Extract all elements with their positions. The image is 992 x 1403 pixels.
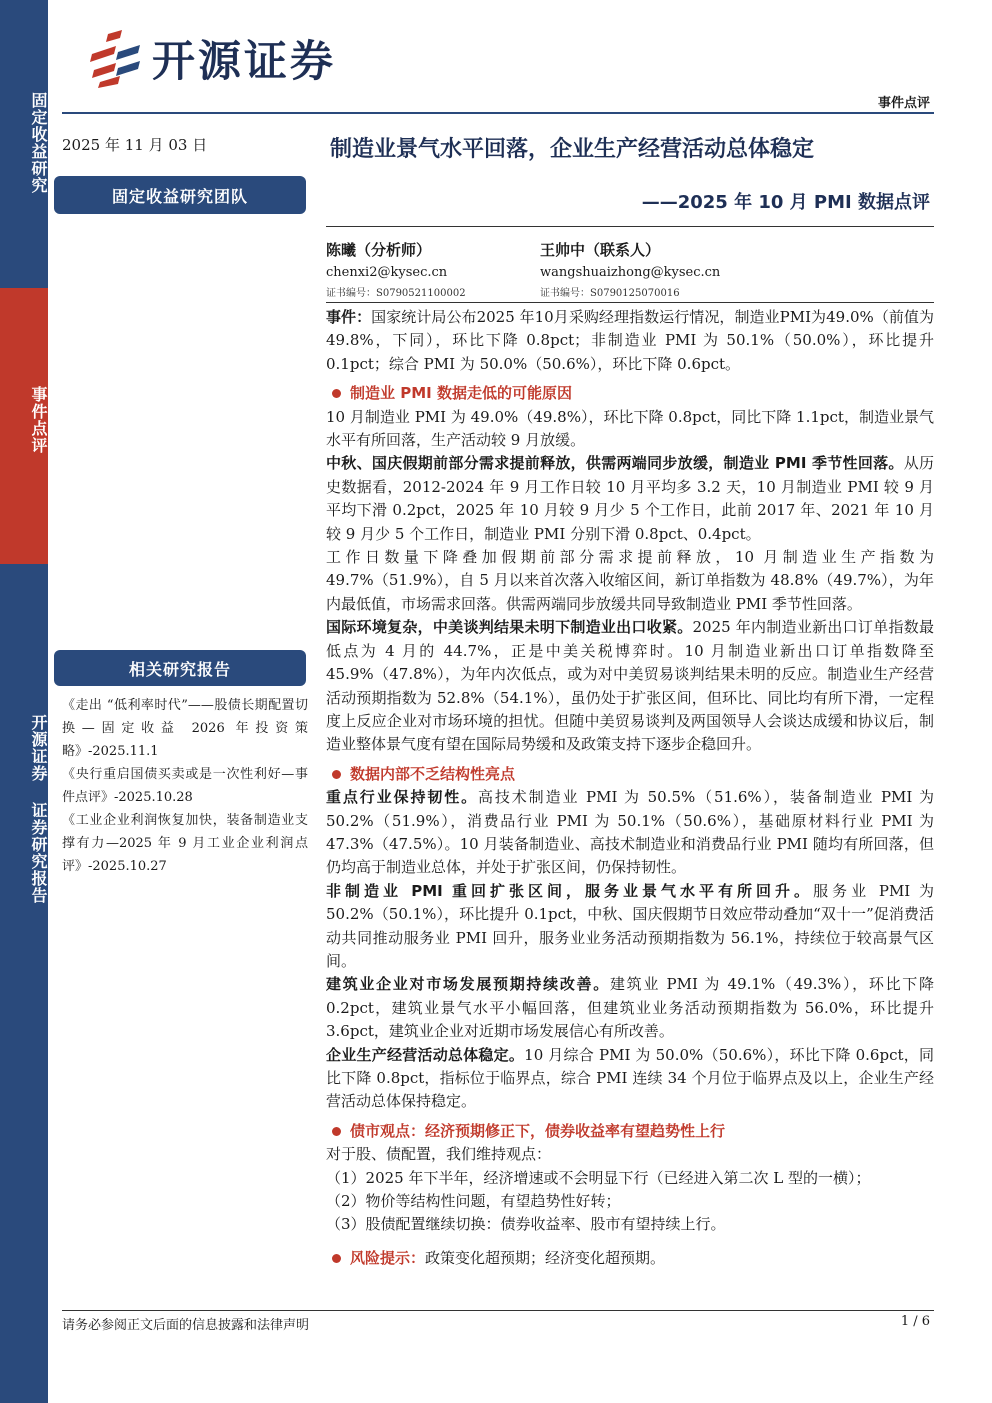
header-divider — [62, 112, 934, 114]
body-paragraph — [326, 973, 934, 1043]
body-paragraph — [326, 452, 934, 546]
section-title: 制造业 PMI 数据走低的可能原因 — [350, 384, 572, 403]
body-paragraph: 对于股、债配置，我们维持观点： — [326, 1145, 552, 1164]
page-subtitle: ——2025 年 10 月 PMI 数据点评 — [641, 192, 930, 213]
related-reports-list — [62, 694, 308, 878]
paragraph-lead: 重点行业保持韧性。 — [326, 788, 479, 807]
contact-card — [540, 238, 720, 304]
contact-cert: 证书编号：S0790125070016 — [540, 288, 680, 299]
brand-logo — [86, 28, 336, 89]
body-paragraph — [326, 1044, 934, 1114]
team-badge: 固定收益研究团队 — [54, 176, 306, 214]
brand-logo-icon — [86, 30, 142, 88]
list-item: （3）股债配置继续切换：债券收益率、股市有望持续上行。 — [326, 1215, 726, 1234]
bullet-dot-icon — [332, 1254, 341, 1263]
paragraph-text: 10 月综合 PMI 为 50.0%（50.6%），环比下降 0.6pct，同比下降 0.8pct，指标位于临界点，综合 PMI 连续 34 个月位于临界点及以上，企业生产经营活动总体保持稳定。 — [326, 1045, 934, 1111]
related-report-item[interactable]: 《工业企业利润恢复加快，装备制造业支撑有力—2025 年 9 月工业企业利润点评》-2025.10.27 — [62, 813, 308, 874]
side-label-top: 固定收益研究 — [29, 92, 48, 194]
event-text: 国家统计局公布2025 年10月采购经理指数运行情况，制造业PMI为49.0%（前值为 49.8%，下同），环比下降 0.8pct；非制造业 PMI 为 50.1%（50.0%），环比提升 0.1pct；综合 PMI 为 50.0%（50.6%），环比下降 0.6pct。 — [326, 308, 934, 373]
body-paragraph: 10 月制造业 PMI 为 49.0%（49.8%），环比下降 0.8pct，同比下降 1.1pct，制造业景气水平有所回落，生产活动较 9 月放缓。 — [326, 407, 934, 450]
paragraph-lead: 企业生产经营活动总体稳定。 — [326, 1045, 525, 1064]
side-label-bottom: 开源证券 证券研究报告 — [29, 714, 48, 904]
analyst-divider — [326, 302, 934, 303]
bullet-dot-icon — [332, 389, 341, 398]
related-report-item[interactable]: 《走出 “低利率时代”——股债长期配置切换—固定收益 2026 年投资策略》-2025.11.1 — [62, 698, 308, 759]
title-divider — [326, 226, 934, 227]
footer-divider — [62, 1310, 934, 1311]
paragraph-lead: 国际环境复杂，中美谈判结果未明下制造业出口收紧。 — [326, 618, 693, 637]
paragraph-lead: 建筑业企业对市场发展预期持续改善。 — [326, 975, 610, 994]
section-heading — [326, 763, 934, 786]
section-title: 债市观点：经济预期修正下，债券收益率有望趋势性上行 — [350, 1121, 726, 1140]
bullet-dot-icon — [332, 1127, 341, 1136]
event-label: 事件： — [326, 308, 372, 326]
report-date: 2025 年 11 月 03 日 — [62, 136, 208, 154]
analyst-email[interactable]: chenxi2@kysec.cn — [326, 265, 448, 280]
risk-text: 政策变化超预期；经济变化超预期。 — [425, 1248, 666, 1267]
brand-name: 开源证券 — [152, 37, 336, 87]
side-strip — [0, 0, 48, 1403]
related-reports-heading: 相关研究报告 — [54, 650, 306, 686]
contact-email[interactable]: wangshuaizhong@kysec.cn — [540, 265, 721, 280]
paragraph-text: 建筑业 PMI 为 49.1%（49.3%），环比下降 0.2pct，建筑业景气水平小幅回落，但建筑业业务活动预期指数为 56.0%，环比提升 3.6pct，建筑业企业对近期市场发展信心有所改善。 — [326, 975, 934, 1041]
paragraph-text: 2025 年内制造业新出口订单指数最低点为 4 月的 44.7%，正是中美关税博弈时。10 月制造业新出口订单指数降至 45.9%（47.8%），为年内次低点，或为对中美贸易谈判结果未明的反应。制造业生产经营活动预期指数为 52.8%（54.1%），虽仍处于扩张区间，但环比、同比均有所下滑，一定程度上反应企业对市场环境的担忧。但随中美贸易谈判及两国领导人会谈达成缓和协议后，制造业整体景气度有望在国际局势缓和及政策支持下逐步企稳回升。 — [326, 618, 934, 754]
body-paragraph: 工作日数量下降叠加假期前部分需求提前释放，10 月制造业生产指数为 49.7%（51.9%），自 5 月以来首次落入收缩区间，新订单指数为 48.8%（49.7%），为年内最低值，市场需求回落。供需两端同步放缓共同导致制造业 PMI 季节性回落。 — [326, 548, 934, 613]
side-label-mid: 事件点评 — [29, 386, 48, 454]
report-body — [326, 306, 934, 1270]
list-item: （1）2025 年下半年，经济增速或不会明显下行（已经进入第二次 L 型的一横）； — [326, 1168, 871, 1187]
section-title: 数据内部不乏结构性亮点 — [350, 764, 516, 783]
risk-notice — [326, 1247, 934, 1270]
doc-type: 事件点评 — [877, 96, 930, 111]
paragraph-lead: 中秋、国庆假期前部分需求提前释放，供需两端同步放缓，制造业 PMI 季节性回落。 — [326, 454, 904, 473]
related-report-item[interactable]: 《央行重启国债买卖或是一次性利好—事件点评》-2025.10.28 — [62, 767, 308, 805]
page-title: 制造业景气水平回落，企业生产经营活动总体稳定 — [330, 137, 815, 162]
risk-label: 风险提示： — [350, 1248, 426, 1267]
paragraph-lead: 非制造业 PMI 重回扩张区间，服务业景气水平有所回升。 — [326, 881, 814, 900]
bullet-dot-icon — [332, 770, 341, 779]
analyst-cert: 证书编号：S0790521100002 — [326, 288, 466, 299]
analyst-card — [326, 238, 466, 304]
footer-disclaimer: 请务必参阅正文后面的信息披露和法律声明 — [62, 1318, 310, 1333]
list-item: （2）物价等结构性问题，有望趋势性好转； — [326, 1192, 621, 1211]
body-paragraph — [326, 616, 934, 756]
section-heading — [326, 1120, 934, 1143]
contact-name: 王帅中（联系人） — [540, 241, 661, 259]
body-paragraph — [326, 880, 934, 974]
paragraph-text: 高技术制造业 PMI 为 50.5%（51.6%），装备制造业 PMI 为 50.2%（51.9%），消费品行业 PMI 为 50.1%（50.6%），基础原材料行业 PMI 为 47.3%（47.5%）。10 月装备制造业、高技术制造业和消费品行业 PMI 随均有所回落，但仍均高于制造业总体，并处于扩张区间，仍保持韧性。 — [326, 788, 934, 877]
paragraph-text: 从历史数据看，2012-2024 年 9 月工作日较 10 月平均多 3.2 天，10 月制造业 PMI 较 9 月平均下滑 0.2pct，2025 年 10 月较 9 月少 5 个工作日，此前 2017 年、2021 年 10 月较 9 月少 5 个工作日，制造业 PMI 分别下滑 0.8pct、0.4pct。 — [326, 454, 934, 543]
page-number: 1 / 6 — [900, 1314, 930, 1329]
paragraph-text: 服务业 PMI 为 50.2%（50.1%），环比提升 0.1pct，中秋、国庆假期节日效应带动叠加“双十一”促消费活动共同推动服务业 PMI 回升，服务业业务活动预期指数为 56.1%，持续位于较高景气区间。 — [326, 881, 934, 970]
event-paragraph — [326, 306, 934, 376]
section-heading — [326, 382, 934, 405]
body-paragraph — [326, 786, 934, 880]
analyst-name: 陈曦（分析师） — [326, 241, 432, 259]
